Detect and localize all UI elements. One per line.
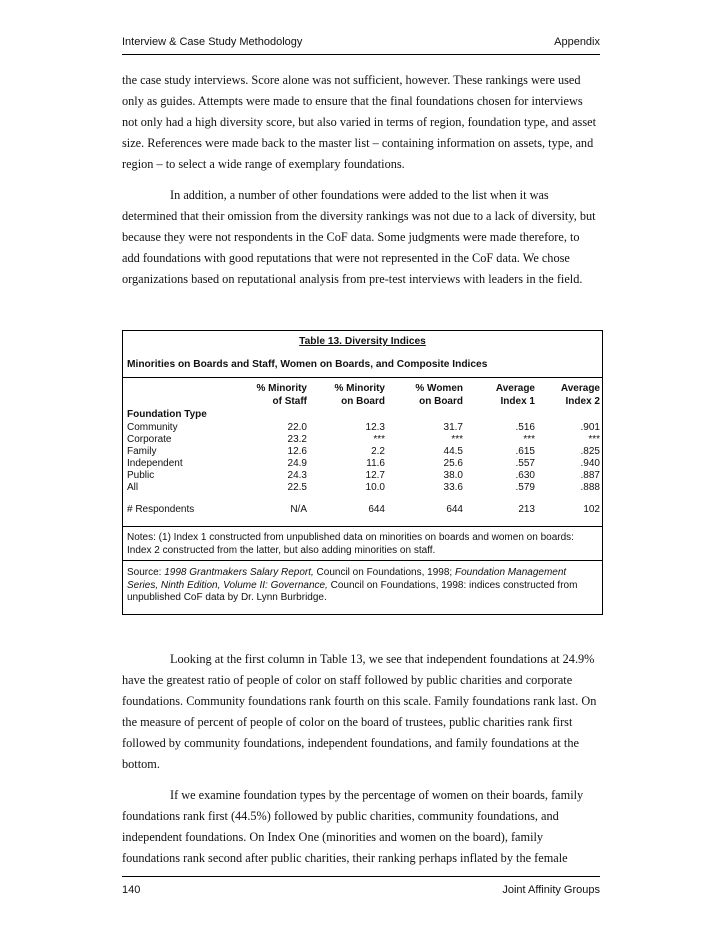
cell: 11.6	[366, 458, 385, 469]
body-text-bottom	[122, 649, 600, 879]
cell: .888	[580, 482, 600, 493]
cell: 22.0	[287, 422, 307, 433]
table-grid	[127, 383, 600, 516]
running-footer	[122, 876, 600, 899]
cell: N/A	[290, 504, 307, 515]
cell: 2.2	[371, 446, 385, 457]
cell: ***	[588, 434, 600, 445]
cell: 12.7	[365, 470, 385, 481]
cell: .557	[515, 458, 535, 469]
source-publisher-1: Council on Foundations, 1998;	[313, 567, 455, 578]
row-label: Community	[127, 422, 178, 433]
foundation-type-label: Foundation Type	[127, 409, 207, 420]
cell: 31.7	[443, 422, 463, 433]
table-subtitle: Minorities on Boards and Staff, Women on Boards, and Composite Indices	[127, 359, 488, 370]
cell: 102	[583, 504, 600, 515]
cell: .615	[515, 446, 535, 457]
running-header	[122, 32, 600, 55]
cell: 213	[518, 504, 535, 515]
col-header: of Staff	[272, 396, 307, 407]
header-appendix-label: Appendix	[554, 36, 600, 48]
cell: 23.2	[287, 434, 307, 445]
table-row	[127, 470, 600, 482]
table-row	[127, 434, 600, 446]
col-header: Index 1	[500, 396, 535, 407]
cell: 12.3	[365, 422, 385, 433]
source-prefix: Source:	[127, 567, 165, 578]
table-rule	[123, 560, 602, 561]
body-text-top	[122, 70, 600, 300]
row-label: All	[127, 482, 139, 493]
row-label: Public	[127, 470, 155, 481]
table-row	[127, 446, 600, 458]
row-label: Family	[127, 446, 157, 457]
cell: .516	[515, 422, 535, 433]
paragraph: Looking at the first column in Table 13, we see that independent foundations at 24.9% have the greatest ratio of people of color on staff followed by public charities and corporate foundations. Community foundations rank fourth on this scale. Family foundations rank last. On the measure of percent of people of color on the board of trustees, public charities rank first followed by community foundations, independent foundations, and family foundations at the bottom.	[122, 652, 597, 771]
table-title: Table 13. Diversity Indices	[299, 336, 426, 347]
cell: 25.6	[443, 458, 463, 469]
cell: 44.5	[443, 446, 463, 457]
cell: 10.0	[365, 482, 385, 493]
row-group-header	[127, 409, 600, 422]
cell: .901	[580, 422, 600, 433]
source-title-1: 1998 Grantmakers Salary Report,	[164, 567, 314, 578]
footer-report-title: Joint Affinity Groups	[502, 884, 600, 896]
cell: .887	[580, 470, 600, 481]
col-header: % Minority	[256, 383, 307, 394]
table-rule	[123, 377, 602, 378]
source-rest: Council on Foundations, 1998: indices constructed from unpublished CoF data by Dr. Lynn Burbridge.	[127, 579, 578, 603]
column-header-row	[127, 383, 600, 396]
paragraph: If we examine foundation types by the percentage of women on their boards, family foundations rank first (44.5%) followed by public charities, community foundations, and independent foundations. On Index One (minorities and women on the board), family foundations rank second after public charities, their ranking perhaps inflated by the female	[122, 788, 584, 865]
col-header: % Minority	[334, 383, 385, 394]
cell: ***	[373, 434, 385, 445]
cell: 33.6	[443, 482, 463, 493]
cell: 38.0	[443, 470, 463, 481]
row-label: Independent	[127, 458, 183, 469]
cell: .940	[580, 458, 600, 469]
row-label: # Respondents	[127, 504, 195, 515]
paragraph: the case study interviews. Score alone was not sufficient, however. These rankings were used only as guides. Attempts were made to ensure that the final foundations chosen for interviews not only had a high diversity score, but also varied in terms of region, foundation type, and asset size. References were made back to the master list – containing information on assets, type, and region – to select a wide range of exemplary foundations.	[122, 73, 597, 171]
cell: ***	[523, 434, 535, 445]
cell: .630	[515, 470, 535, 481]
respondents-row	[127, 504, 600, 516]
col-header: Average	[560, 383, 600, 394]
cell: 24.3	[287, 470, 307, 481]
col-header: % Women	[415, 383, 463, 394]
paragraph: In addition, a number of other foundations were added to the list when it was determined that their omission from the diversity rankings was not due to a lack of diversity, but because they were not respondents in the CoF data. Some judgments were made therefore, to add foundations with good reputations that were not represented in the CoF data. We chose organizations based on reputational analysis from pre-test interviews with leaders in the field.	[122, 188, 596, 286]
source-title-2: Foundation Management Series, Ninth Edition, Volume II: Governance,	[127, 567, 567, 591]
table-row	[127, 458, 600, 470]
col-header: Index 2	[565, 396, 600, 407]
cell: .825	[580, 446, 600, 457]
table-notes: Notes: (1) Index 1 constructed from unpublished data on minorities on boards and women on boards: Index 2 constructed from the latter, but also adding minorities on staff.	[127, 532, 574, 556]
table-row	[127, 482, 600, 494]
cell: .579	[515, 482, 535, 493]
table-source	[127, 567, 599, 605]
cell: 22.5	[287, 482, 307, 493]
cell: 12.6	[287, 446, 307, 457]
col-header: on Board	[341, 396, 385, 407]
cell: 644	[368, 504, 385, 515]
cell: ***	[451, 434, 463, 445]
col-header: Average	[495, 383, 535, 394]
table-rule	[123, 526, 602, 527]
page-number: 140	[122, 884, 141, 896]
col-header: on Board	[419, 396, 463, 407]
header-section-title: Interview & Case Study Methodology	[122, 36, 303, 48]
cell: 24.9	[287, 458, 307, 469]
column-header-row	[127, 396, 600, 409]
row-label: Corporate	[127, 434, 172, 445]
table-row	[127, 422, 600, 434]
table-13	[122, 330, 603, 615]
cell: 644	[446, 504, 463, 515]
